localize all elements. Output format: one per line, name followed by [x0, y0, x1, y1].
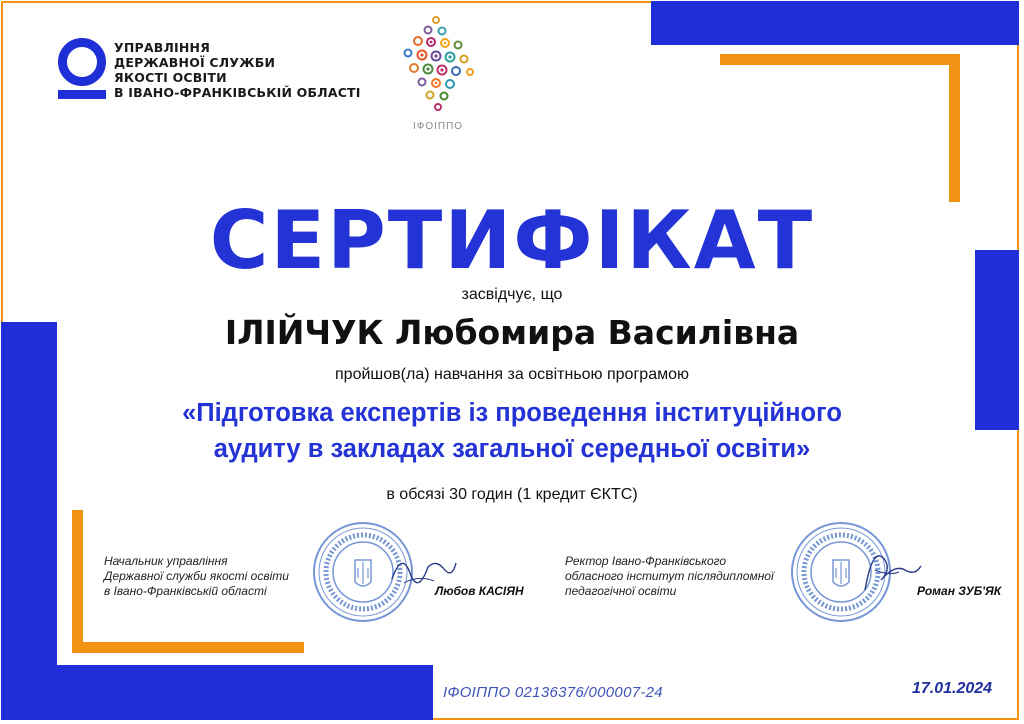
top-right-orange-stem: [949, 54, 960, 202]
program-title-line: аудиту в закладах загальної середньої освіти»: [213, 435, 811, 463]
top-right-orange-bar: [720, 54, 960, 65]
bottom-left-orange-stem: [72, 510, 83, 653]
signatory-title-line: обласного інститут післядипломної: [565, 569, 774, 583]
program-title-line: «Підготовка експертів із проведення інституційного: [182, 399, 842, 427]
certifies-text: засвідчує, що: [461, 286, 563, 303]
course-volume: в обсязі 30 годин (1 кредит ЄКТС): [386, 486, 638, 503]
bottom-left-blue-block: [1, 665, 433, 720]
agency-logo-line: ДЕРЖАВНОЇ СЛУЖБИ: [114, 55, 276, 70]
signatory-name: Любов КАСІЯН: [435, 584, 524, 598]
signatory-title-line: в Івано-Франківській області: [104, 584, 267, 598]
bottom-left-orange-bar: [72, 642, 304, 653]
signatory-title-line: Начальник управління: [104, 554, 228, 568]
agency-logo-line: ЯКОСТІ ОСВІТИ: [114, 70, 227, 85]
signatory-title-line: Ректор Івано-Франківського: [565, 554, 727, 568]
agency-logo-text: [114, 40, 361, 100]
signatory-name: Роман ЗУБ'ЯК: [917, 584, 1002, 598]
signatory-title-line: педагогічної освіти: [565, 584, 677, 598]
registration-number: ІФОІППО 02136376/000007-24: [443, 684, 663, 701]
certificate-title: СЕРТИФІКАТ: [209, 194, 815, 287]
top-right-blue-block: [651, 1, 1019, 45]
dotted-map-icon: [398, 14, 478, 124]
agency-logo-bar-icon: [58, 90, 106, 99]
program-title: [0, 395, 1024, 467]
agency-logo-ring-icon: [58, 38, 106, 86]
issue-date: 17.01.2024: [912, 680, 993, 697]
signatory-title: [104, 554, 289, 599]
institute-logo-label: ІФОІППО: [412, 121, 464, 132]
agency-logo-line: УПРАВЛІННЯ: [114, 40, 211, 55]
agency-logo-line: В ІВАНО-ФРАНКІВСЬКІЙ ОБЛАСТІ: [114, 85, 361, 100]
completed-text: пройшов(ла) навчання за освітньою програмою: [335, 366, 689, 383]
signatory-title: [565, 554, 774, 599]
recipient-name: ІЛІЙЧУК Любомира Василівна: [224, 313, 800, 352]
signature-mark: [855, 540, 925, 600]
signatory-title-line: Державної служби якості освіти: [104, 569, 289, 583]
